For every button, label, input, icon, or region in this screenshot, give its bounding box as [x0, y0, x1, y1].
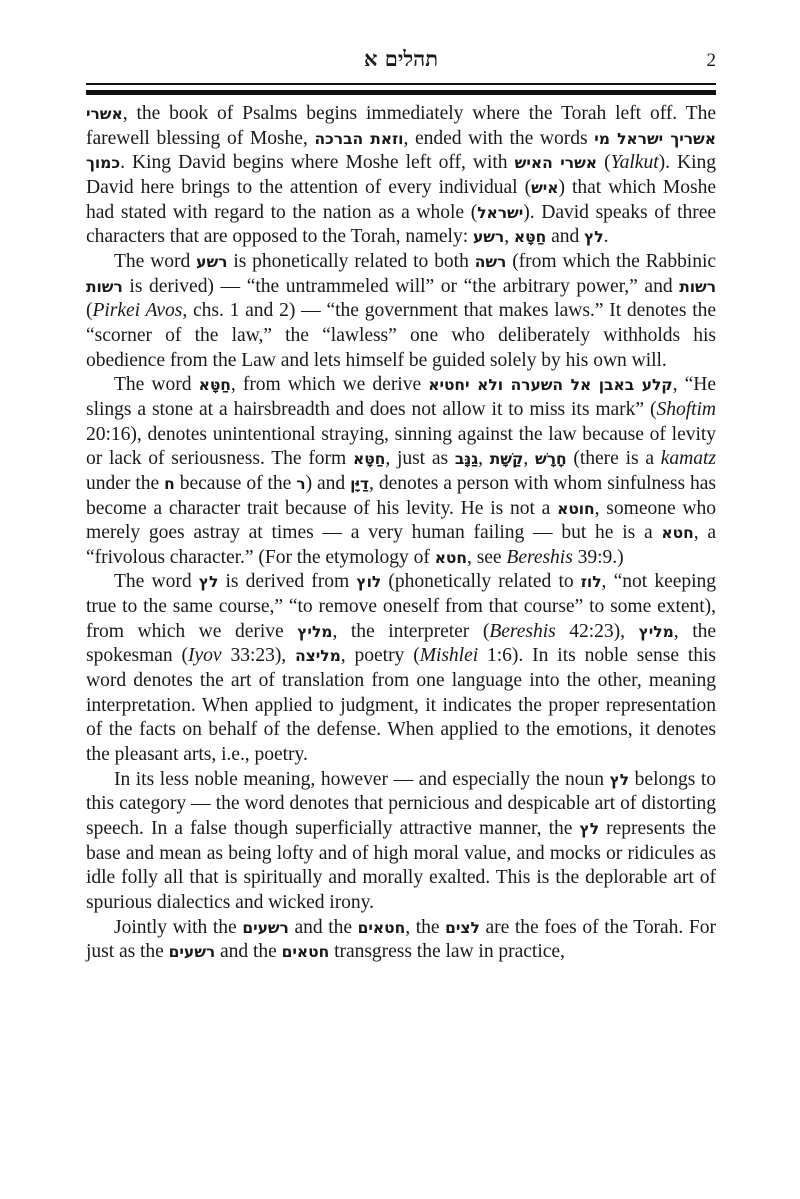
- hebrew-term: חָרָשׁ: [535, 450, 567, 469]
- hebrew-term: לץ: [579, 820, 600, 839]
- text-run: 39:9.): [572, 546, 624, 568]
- text-run: 42:23),: [555, 620, 639, 642]
- hebrew-term: לצים: [445, 918, 480, 937]
- hebrew-term: לוז: [580, 573, 602, 592]
- running-head: תהלים א: [363, 46, 439, 71]
- hebrew-term: חטא: [661, 524, 694, 543]
- paragraph: [86, 768, 716, 916]
- hebrew-term: רשעים: [168, 943, 216, 962]
- text-run: is derived) — “the untrammeled will” or “the arbitrary power,” and: [122, 275, 680, 297]
- text-run: 33:23),: [221, 645, 296, 667]
- hebrew-term: חטאים: [357, 918, 406, 937]
- text-run: .: [603, 226, 609, 248]
- text-run: In its less noble meaning, however — and especially the noun: [114, 768, 610, 790]
- page-number: 2: [706, 50, 716, 71]
- text-run: because of the: [174, 472, 297, 494]
- hebrew-term: קַשָּׁת: [489, 450, 524, 469]
- text-run: 1:6). In its noble sense this word denotes the art of translation from one language into the other, meaning interpretation. When applied to judgment, it indicates the proper representation of the facts on behalf of the defense. When applied to the emotions, it denotes the pleasant arts, i.e., poetry.: [86, 645, 716, 766]
- page-header: [86, 40, 716, 80]
- text-run: (from which the Rabbinic: [506, 250, 716, 272]
- hebrew-term: ישראל: [477, 203, 524, 222]
- text-run: ,: [504, 226, 514, 248]
- text-run: , the book of Psalms begins immediately where the Torah left off. The farewell blessing of Moshe,: [86, 103, 716, 149]
- text-run: and: [546, 226, 585, 248]
- italic-reference: Pirkei Avos: [92, 300, 183, 322]
- text-run: , the spokesman (: [86, 620, 716, 667]
- hebrew-term: חַטָּא: [198, 376, 231, 395]
- text-run: , ended with the words: [403, 127, 595, 149]
- text-run: Jointly with the: [114, 916, 243, 938]
- paragraph: [86, 250, 716, 373]
- hebrew-term: רשע: [196, 252, 228, 271]
- hebrew-term: מליצה: [295, 647, 341, 666]
- text-run: (there is a: [566, 448, 661, 470]
- text-run: , the interpreter (: [332, 620, 490, 642]
- text-run: are the foes of the Torah. For just as the: [86, 916, 716, 963]
- text-run: , “He slings a stone at a hairsbreadth and does not allow it to miss its mark” (: [86, 374, 717, 420]
- hebrew-term: קלע באבן אל השערה ולא יחטיא: [428, 376, 673, 395]
- hebrew-term: רשות: [679, 277, 716, 296]
- text-run: and the: [288, 916, 358, 938]
- text-run: ) and: [305, 472, 351, 494]
- paragraph: [86, 570, 716, 767]
- text-run: ) that which Moshe had stated with regard to the nation as a whole (: [86, 176, 716, 223]
- text-run: ). King David here brings to the attention of every individual (: [86, 152, 716, 198]
- hebrew-term: רשות: [86, 277, 123, 296]
- text-run: 20:16), denotes unintentional straying, sinning against the law because of levity or lack of seriousness. The form: [86, 423, 716, 470]
- text-run: , see: [467, 546, 507, 568]
- hebrew-term: אשרי: [86, 105, 123, 123]
- header-rule-thin: [86, 83, 716, 85]
- text-run: ,: [478, 448, 490, 470]
- italic-reference: Bereshis: [489, 620, 556, 642]
- text-run: , just as: [385, 448, 455, 470]
- text-run: , denotes a person with whom sinfulness has become a character trait because of his levity. He is not a: [86, 472, 717, 519]
- hebrew-term: ר: [296, 474, 306, 493]
- paragraph: [86, 373, 716, 570]
- hebrew-term: רשה: [474, 252, 507, 271]
- paragraph: [86, 916, 716, 965]
- text-run: transgress the law in practice,: [329, 941, 565, 963]
- text-run: belongs to this category — the word denotes that pernicious and despicable art of distorting speech. In a false though superficially attractive manner, the: [86, 768, 716, 840]
- italic-reference: Mishlei: [419, 645, 479, 667]
- hebrew-term: רשע: [472, 228, 505, 247]
- italic-reference: Bereshis: [506, 546, 573, 568]
- text-run: . King David begins where Moshe left off, with: [120, 152, 515, 174]
- hebrew-term: אשריך ישראל מי כמוך: [86, 129, 716, 173]
- text-run: (phonetically related to: [381, 571, 581, 593]
- paragraph: [86, 102, 716, 250]
- text-run: under the: [86, 472, 165, 494]
- text-run: , poetry (: [340, 645, 420, 667]
- text-run: represents the base and mean as being lofty and of high moral value, and mocks or ridicules as idle folly all that is spiritually and morally exalted. This is the deplorable art of spurious dialectics and wicked irony.: [86, 818, 716, 913]
- hebrew-term: חטא: [434, 548, 467, 567]
- hebrew-term: חטאים: [281, 943, 330, 962]
- hebrew-term: לץ: [609, 770, 630, 789]
- text-run: (: [86, 300, 93, 322]
- text-run: , from which we derive: [230, 374, 429, 396]
- hebrew-term: מליץ: [297, 622, 333, 641]
- text-run: is phonetically related to both: [227, 250, 475, 272]
- italic-reference: Yalkut: [610, 152, 659, 174]
- text-run: The word: [114, 250, 197, 272]
- text-run: The word: [114, 374, 199, 396]
- text-run: and the: [215, 941, 282, 963]
- text-run: is derived from: [218, 571, 357, 593]
- hebrew-term: לץ: [584, 228, 604, 247]
- hebrew-term: ח: [164, 474, 175, 493]
- italic-reference: Shoftim: [656, 398, 716, 420]
- hebrew-term: חַטָּא: [513, 228, 547, 247]
- hebrew-term: לץ: [198, 573, 219, 592]
- text-run: ). David speaks of three characters that are opposed to the Torah, namely:: [86, 201, 716, 248]
- body-text: [86, 102, 716, 965]
- hebrew-term: איש: [531, 178, 559, 197]
- italic-reference: kamatz: [660, 448, 716, 470]
- text-run: , a “frivolous character.” (For the etymology of: [86, 522, 716, 568]
- hebrew-term: מליץ: [638, 622, 674, 641]
- hebrew-term: רשעים: [242, 918, 289, 937]
- hebrew-term: אשרי האיש: [514, 154, 598, 173]
- text-run: , chs. 1 and 2) — “the government that makes laws.” It denotes the “scorner of the law,” the “lawless” one who deliberately withholds his obedience from the Law and lets himself be guided solely by his own will.: [86, 300, 717, 371]
- hebrew-term: גַנָּב: [454, 450, 479, 469]
- hebrew-term: דַיָּן: [350, 474, 369, 493]
- text-run: The word: [114, 571, 199, 593]
- hebrew-term: לוץ: [356, 573, 382, 592]
- text-run: , “not keeping true to the same course,” “to remove oneself from that course” to some extent), from which we derive: [86, 571, 716, 642]
- hebrew-term: חַטָּא: [353, 450, 386, 469]
- hebrew-term: חוטא: [557, 499, 595, 518]
- hebrew-term: וזאת הברכה: [314, 129, 404, 148]
- text-run: (: [597, 152, 611, 174]
- text-run: , the: [405, 916, 446, 938]
- header-rule-thick: [86, 90, 716, 95]
- text-run: , someone who merely goes astray at times — a very human failing — but he is a: [86, 497, 716, 544]
- italic-reference: Iyov: [188, 645, 222, 667]
- text-run: ,: [523, 448, 536, 470]
